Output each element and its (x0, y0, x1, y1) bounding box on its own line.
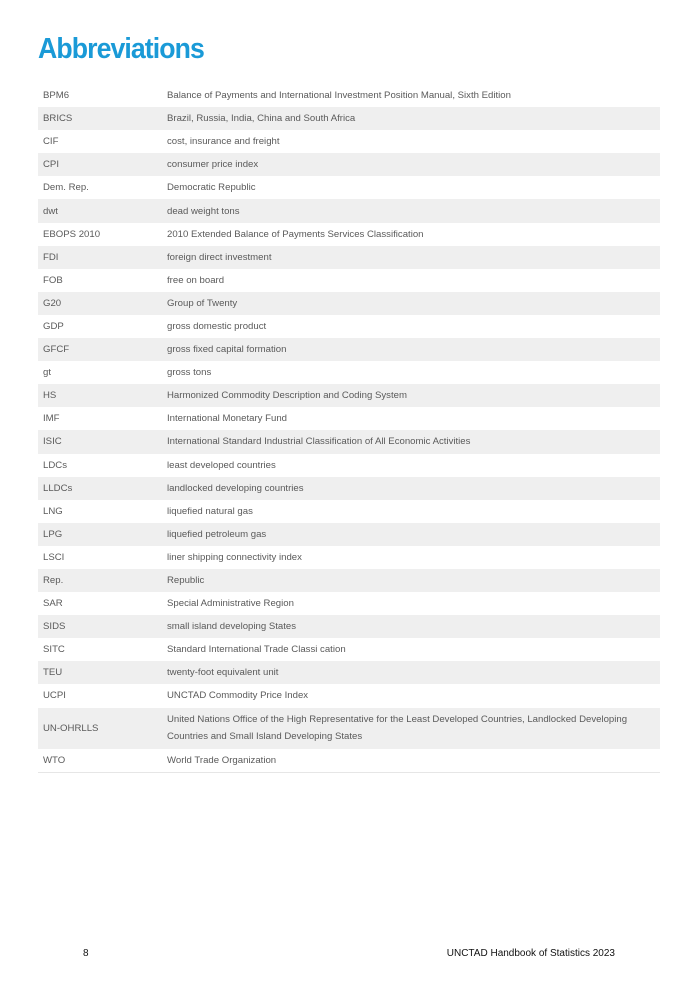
definition: free on board (167, 274, 225, 286)
abbreviation: UCPI (43, 690, 66, 702)
abbreviation: Dem. Rep. (43, 182, 89, 194)
definition: 2010 Extended Balance of Payments Services Classification (167, 228, 424, 240)
definition: twenty-foot equivalent unit (167, 667, 279, 679)
abbreviation: IMF (43, 413, 60, 425)
abbreviation: LLDCs (43, 482, 73, 494)
definition: Standard International Trade Classi cation (167, 644, 346, 656)
table-row (38, 338, 660, 361)
table-row (38, 638, 660, 661)
abbreviation: EBOPS 2010 (43, 228, 101, 240)
abbreviation: dwt (43, 205, 58, 217)
definition: liquefied petroleum gas (167, 528, 267, 540)
footer-title: UNCTAD Handbook of Statistics 2023 (446, 948, 615, 959)
definition: consumer price index (167, 159, 259, 171)
definition: International Monetary Fund (167, 413, 287, 425)
definition: liner shipping connectivity index (167, 551, 302, 563)
table-row (38, 477, 660, 500)
table-row (38, 84, 660, 107)
definition: cost, insurance and freight (167, 136, 280, 148)
table-row (38, 315, 660, 338)
table-row (38, 407, 660, 430)
page-number: 8 (83, 948, 89, 959)
abbreviation: WTO (43, 754, 66, 766)
table-row (38, 246, 660, 269)
abbreviation: LDCs (43, 459, 67, 471)
abbreviation: FOB (43, 274, 63, 286)
definition: dead weight tons (167, 205, 240, 217)
abbreviation: SAR (43, 598, 63, 610)
table-row (38, 176, 660, 199)
table-row (38, 153, 660, 176)
table-row (38, 592, 660, 615)
page-title: Abbreviations (38, 33, 204, 65)
table-row (38, 454, 660, 477)
abbreviation: TEU (43, 667, 63, 679)
definition: Group of Twenty (167, 297, 238, 309)
definition: landlocked developing countries (167, 482, 304, 494)
definition: World Trade Organization (167, 754, 277, 766)
abbreviation: LSCI (43, 551, 65, 563)
abbreviation: Rep. (43, 575, 64, 587)
table-row (38, 615, 660, 638)
definition: Balance of Payments and International Investment Position Manual, Sixth Edition (167, 90, 511, 102)
abbreviation: LNG (43, 505, 63, 517)
abbreviation: GDP (43, 320, 64, 332)
abbreviation: CIF (43, 136, 59, 148)
definition: Special Administrative Region (167, 598, 294, 610)
definition: UNCTAD Commodity Price Index (167, 690, 309, 702)
table-row (38, 684, 660, 707)
abbreviation: LPG (43, 528, 63, 540)
definition: Republic (167, 575, 205, 587)
table-row (38, 430, 660, 453)
definition: small island developing States (167, 621, 297, 633)
table-divider (38, 772, 660, 773)
table-row (38, 569, 660, 592)
abbreviation: UN-OHRLLS (43, 722, 99, 734)
definition: least developed countries (167, 459, 276, 471)
definition: International Standard Industrial Classification of All Economic Activities (167, 436, 471, 448)
table-row (38, 523, 660, 546)
abbreviation: FDI (43, 251, 59, 263)
definition: Brazil, Russia, India, China and South Africa (167, 113, 356, 125)
table-row (38, 749, 660, 772)
definition: gross domestic product (167, 320, 267, 332)
table-row (38, 269, 660, 292)
table-row (38, 708, 660, 749)
table-row (38, 223, 660, 246)
definition: gross tons (167, 367, 212, 379)
definition: gross fixed capital formation (167, 344, 287, 356)
table-row (38, 107, 660, 130)
abbreviation: BRICS (43, 113, 73, 125)
table-row (38, 500, 660, 523)
definition: foreign direct investment (167, 251, 272, 263)
abbreviation: CPI (43, 159, 59, 171)
abbreviations-table (38, 84, 660, 773)
table-row (38, 384, 660, 407)
table-row (38, 130, 660, 153)
table-row (38, 292, 660, 315)
table-row (38, 199, 660, 222)
abbreviation: BPM6 (43, 90, 70, 102)
abbreviation: G20 (43, 297, 62, 309)
abbreviation: GFCF (43, 344, 70, 356)
abbreviation: gt (43, 367, 52, 379)
abbreviation: SITC (43, 644, 65, 656)
abbreviation: ISIC (43, 436, 62, 448)
table-row (38, 361, 660, 384)
definition: United Nations Office of the High Representative for the Least Developed Countries, Landlocked Developing Countries and Small Island Developing States (167, 714, 628, 743)
abbreviation: SIDS (43, 621, 66, 633)
table-row (38, 661, 660, 684)
definition: liquefied natural gas (167, 505, 253, 517)
table-row (38, 546, 660, 569)
definition: Harmonized Commodity Description and Coding System (167, 390, 407, 402)
abbreviation: HS (43, 390, 57, 402)
definition: Democratic Republic (167, 182, 256, 194)
